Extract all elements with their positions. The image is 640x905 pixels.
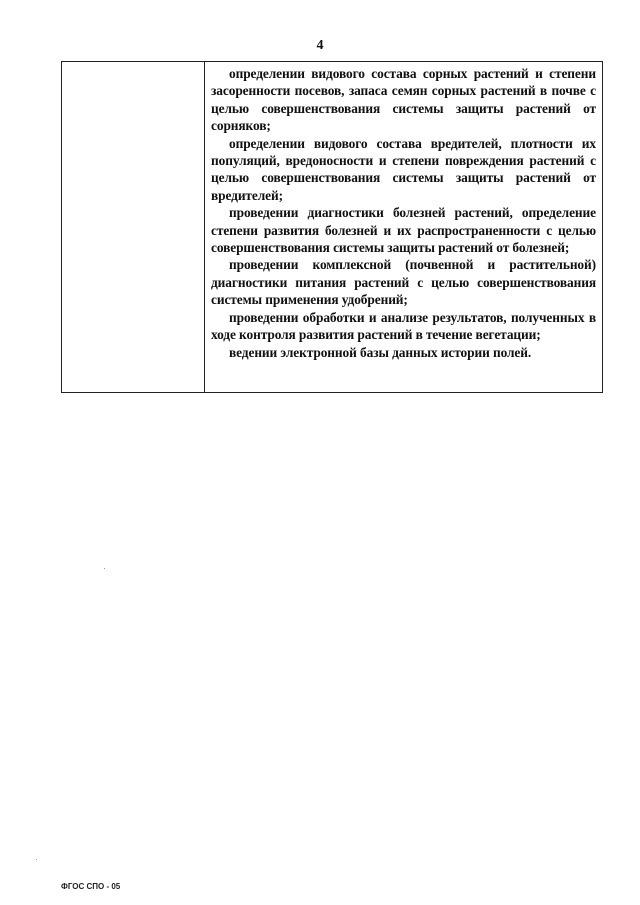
list-item: проведении комплексной (почвенной и растительной) диагностики питания растений с целью совершенствования системы применения удобрений; [211,257,596,308]
list-item: определении видового состава вредителей, плотности их популяций, вредоносности и степени повреждения растений с целью совершенствования системы защиты растений от вредителей; [211,135,596,203]
table-cell-right [205,62,602,392]
list-item: определении видового состава сорных растений и степени засоренности посевов, запаса семян сорных растений в почве с целью совершенствования системы защиты растений от сорняков; [211,66,596,134]
list-item: ведении электронной базы данных истории полей. [229,344,532,360]
list-item: проведении обработки и анализе результатов, полученных в ходе контроля развития растений в течение вегетации; [211,309,596,343]
competency-table [61,61,603,393]
list-item: проведении диагностики болезней растений, определение степени развития болезней и их распространенности с целью совершенствования системы защиты растений от болезней; [211,205,596,256]
table-cell-left [62,62,205,392]
scan-speck [104,568,105,569]
page-number: 4 [316,38,324,53]
scan-speck [36,859,37,860]
footer-label: ФГОС СПО - 05 [61,882,121,891]
